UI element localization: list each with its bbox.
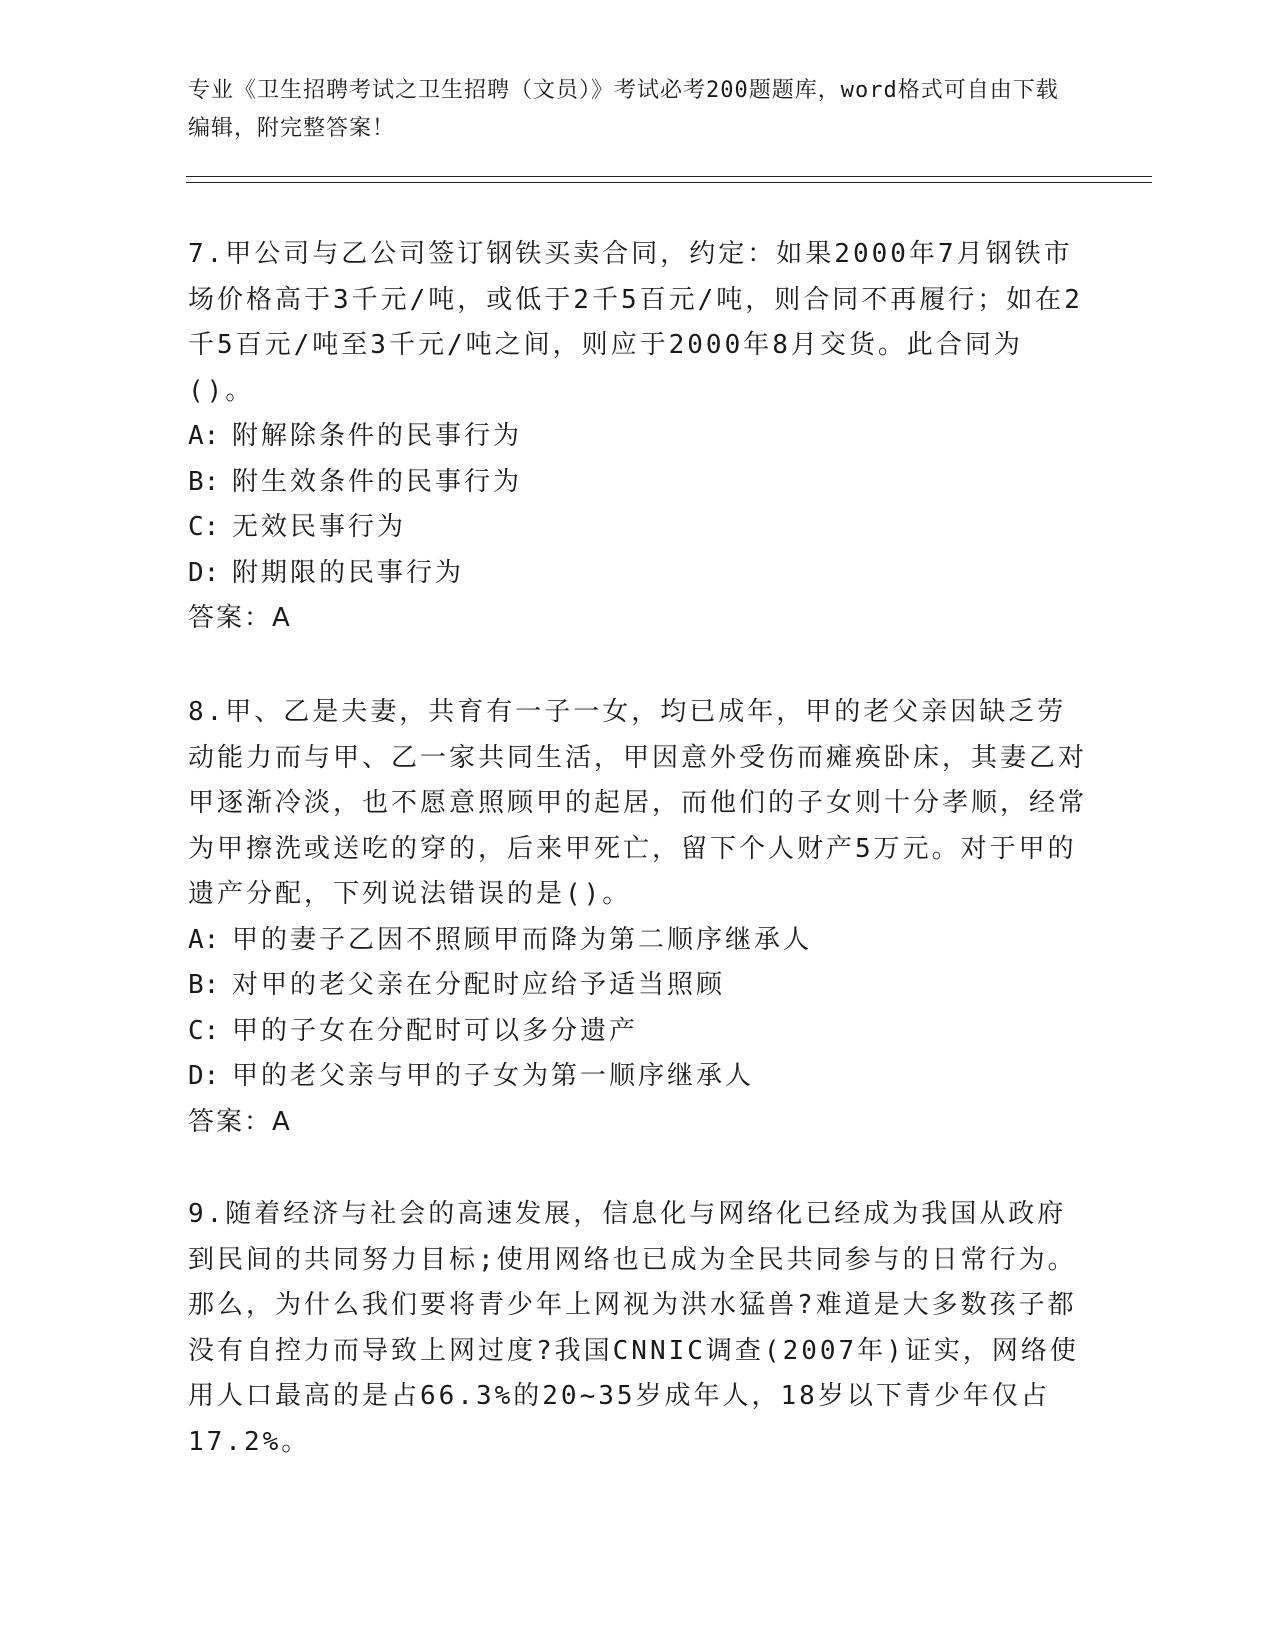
option-text: 甲的老父亲与甲的子女为第一顺序继承人: [232, 1061, 755, 1091]
option-text: 甲的妻子乙因不照顾甲而降为第二顺序继承人: [232, 924, 813, 955]
option-text: 甲的子女在分配时可以多分遗产: [232, 1015, 639, 1046]
option-text: 附解除条件的民事行为: [232, 421, 523, 451]
question-9: [188, 1192, 1088, 1465]
option-d: [188, 1054, 1088, 1100]
question-text: 7.甲公司与乙公司签订钢铁买卖合同，约定：如果2000年7月钢铁市场价格高于3千元/吨，或低于2千5百元/吨，则合同不再履行；如在2千5百元/吨至3千元/吨之间，则应于2000年8月交货。此合同为()。: [188, 239, 1083, 406]
header-divider-double: [186, 182, 1152, 183]
option-letter: B:: [188, 970, 220, 1000]
option-text: 附生效条件的民事行为: [232, 466, 523, 497]
option-d: [188, 551, 1088, 597]
answer-label: 答案：A: [188, 1106, 292, 1137]
option-letter: A:: [188, 421, 220, 451]
option-text: 对甲的老父亲在分配时应给予适当照顾: [232, 970, 726, 1000]
option-letter: D:: [188, 1061, 220, 1091]
option-a: [188, 414, 1088, 460]
option-letter: C:: [188, 512, 220, 542]
question-text: 8.甲、乙是夫妻，共育有一子一女，均已成年，甲的老父亲因缺乏劳动能力而与甲、乙一家共同生活，甲因意外受伤而瘫痪卧床，其妻乙对甲逐渐冷淡，也不愿意照顾甲的起居，而他们的子女则十分孝顺，经常为甲擦洗或送吃的穿的，后来甲死亡，留下个人财产5万元。对于甲的遗产分配，下列说法错误的是()。: [188, 697, 1088, 909]
option-letter: C:: [188, 1015, 220, 1046]
question-text: 9.随着经济与社会的高速发展，信息化与网络化已经成为我国从政府到民间的共同努力目标;使用网络也已成为全民共同参与的日常行为。那么，为什么我们要将青少年上网视为洪水猛兽?难道是大多数孩子都没有自控力而导致上网过度?我国CNNIC调查(2007年)证实，网络使用人口最高的是占66.3%的20~35岁成年人，18岁以下青少年仅占17.2%。: [188, 1199, 1079, 1457]
option-c: [188, 505, 1088, 551]
option-letter: D:: [188, 557, 220, 588]
question-7: [188, 232, 1088, 642]
option-c: [188, 1009, 1088, 1055]
header-divider: [186, 176, 1152, 177]
document-header: 专业《卫生招聘考试之卫生招聘（文员）》考试必考200题题库，word格式可自由下载编辑，附完整答案！: [188, 78, 1059, 141]
option-a: [188, 918, 1088, 964]
question-8: [188, 690, 1088, 1145]
option-letter: A:: [188, 924, 220, 955]
option-letter: B:: [188, 466, 220, 497]
option-b: [188, 460, 1088, 506]
answer-label: 答案：A: [188, 603, 292, 633]
option-text: 附期限的民事行为: [232, 557, 465, 588]
option-text: 无效民事行为: [232, 512, 407, 542]
option-b: [188, 963, 1088, 1009]
